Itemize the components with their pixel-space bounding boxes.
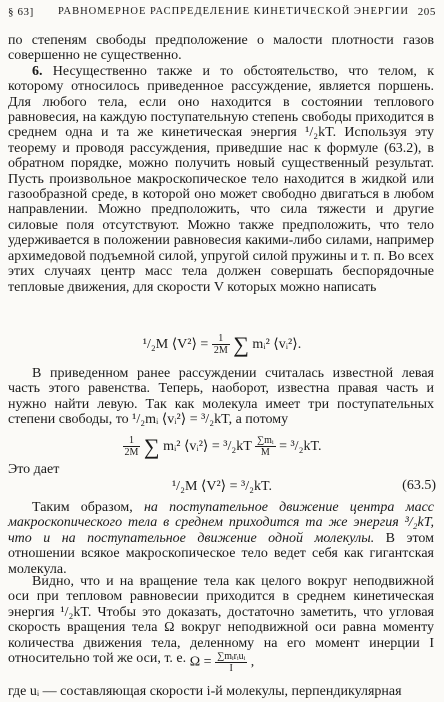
text-block-6 [8,684,434,699]
paragraph-6-text: Несущественно также и то обстоятельство, что телом, к которому относилось приведенное рассуждение, является поршень. Для любого тела, если оно находится в состоянии теплового равновесия, на каждую поступательную степень свободы приходится в среднем одна и та же кинетическая энергия ¹/₂kT. Используя эту теорему и проводя рассуждения, приведшие нас к формуле (63.2), в обратном порядке, можно получить новый существенный результат. Пусть произвольное макроскопическое тело находится в жидкой или газообразной среде, в которой оно может свободно двигаться в любом направлении. Можно предположить, что сила тяжести и другие силовые поля отсутствуют. Можно также предположить, что тело удерживается в положении равновесия какими-либо силами, например архимедовой подъемной силой, упругой силой пружины и т. п. Во всех этих случаях центр масс тела должен совершать беспорядочные тепловые движения, для скорости V которых можно написать [8,63,435,295]
text-block-3 [8,462,434,477]
eq2-fraction [123,435,141,458]
eq1-fraction [212,333,230,356]
eq4-rhs: , [250,654,255,670]
equation-1 [0,332,444,358]
section-reference: § 63] [8,6,34,18]
eq1-sum-sign: ∑ [233,332,249,357]
conclusion-lead: Таким образом, [32,500,144,515]
eq4-fraction [215,651,247,674]
eq2-numerator: 1 [123,435,141,447]
paragraph-this-gives: Это дает [8,462,60,477]
conclusion-tail: В этом отношении всякое макроскопическое тело ведет себя как гигантская молекула. [8,530,434,577]
text-block-2 [8,366,434,428]
item-number: 6. [32,63,43,79]
eq1-lhs: ¹/₂M ⟨V²⟩ = [142,337,209,352]
page-number: 205 [417,6,436,18]
paragraph-known-left-side: В приведенном ранее рассуждении считалась известной левая часть этого равенства. Теперь, наоборот, известна правая часть и нужно найти левую. Так как молекула имеет три поступательных степени свободы, то ¹/₂mᵢ ⟨vᵢ²⟩ = ³/₂kT, а потому [8,366,434,428]
eq2-sum-sign: ∑ [143,434,160,459]
eq1-rhs: mᵢ² ⟨vᵢ²⟩. [252,337,302,352]
text-block-4 [8,500,434,577]
conclusion-emphasis: на поступательное движение центра масс макроскопического тела в среднем приходится та же энергия ³/₂kT, что и на поступательное движение одной молекулы. [8,500,434,546]
eq1-numerator: 1 [212,333,230,345]
equation-4 [0,651,444,674]
eq4-denominator: I [229,663,233,674]
eq2-mass-numerator: ∑mᵢ [257,435,274,447]
paragraph-continuation: по степеням свободы предположение о малости плотности газов совершенно не существенно. [8,33,434,64]
eq2-rhs: = ³/₂kT. [279,439,322,454]
paragraph-where: где uᵢ — составляющая скорости i-й молекулы, перпендикулярная [8,684,402,699]
text-block-1 [8,33,434,295]
running-header [8,6,436,22]
paragraph-rotation: Видно, что и на вращение тела как целого вокруг неподвижной оси при тепловом равновесии приходится в среднем кинетическая энергия ¹/₂kT. Чтобы это доказать, достаточно заметить, что угловая скорость вращения тела Ω вокруг неподвижной оси равна моменту количества движения тела, деленному на его момент инерции I относительно той же оси, т. е. [8,574,434,667]
eq1-denominator: 2M [213,345,228,357]
equation-2 [0,434,444,460]
eq2-middle: mᵢ² ⟨vᵢ²⟩ = ³/₂kT [163,439,252,454]
eq2-denominator: 2M [124,447,139,459]
paragraph-6 [8,64,434,295]
eq4-numerator: ∑mᵢrᵢuᵢ [217,651,246,662]
running-title: РАВНОМЕРНОЕ РАСПРЕДЕЛЕНИЕ КИНЕТИЧЕСКОЙ ЭНЕРГИИ [58,6,409,17]
eq2-mass-denominator: M [260,447,270,459]
equation-number: (63.5) [402,478,436,493]
eq4-lhs: Ω = [189,654,212,670]
eq2-mass-fraction [255,435,276,458]
equation-3: ¹/₂M ⟨V²⟩ = ³/₂kT. [171,479,273,494]
paragraph-conclusion [8,500,434,577]
